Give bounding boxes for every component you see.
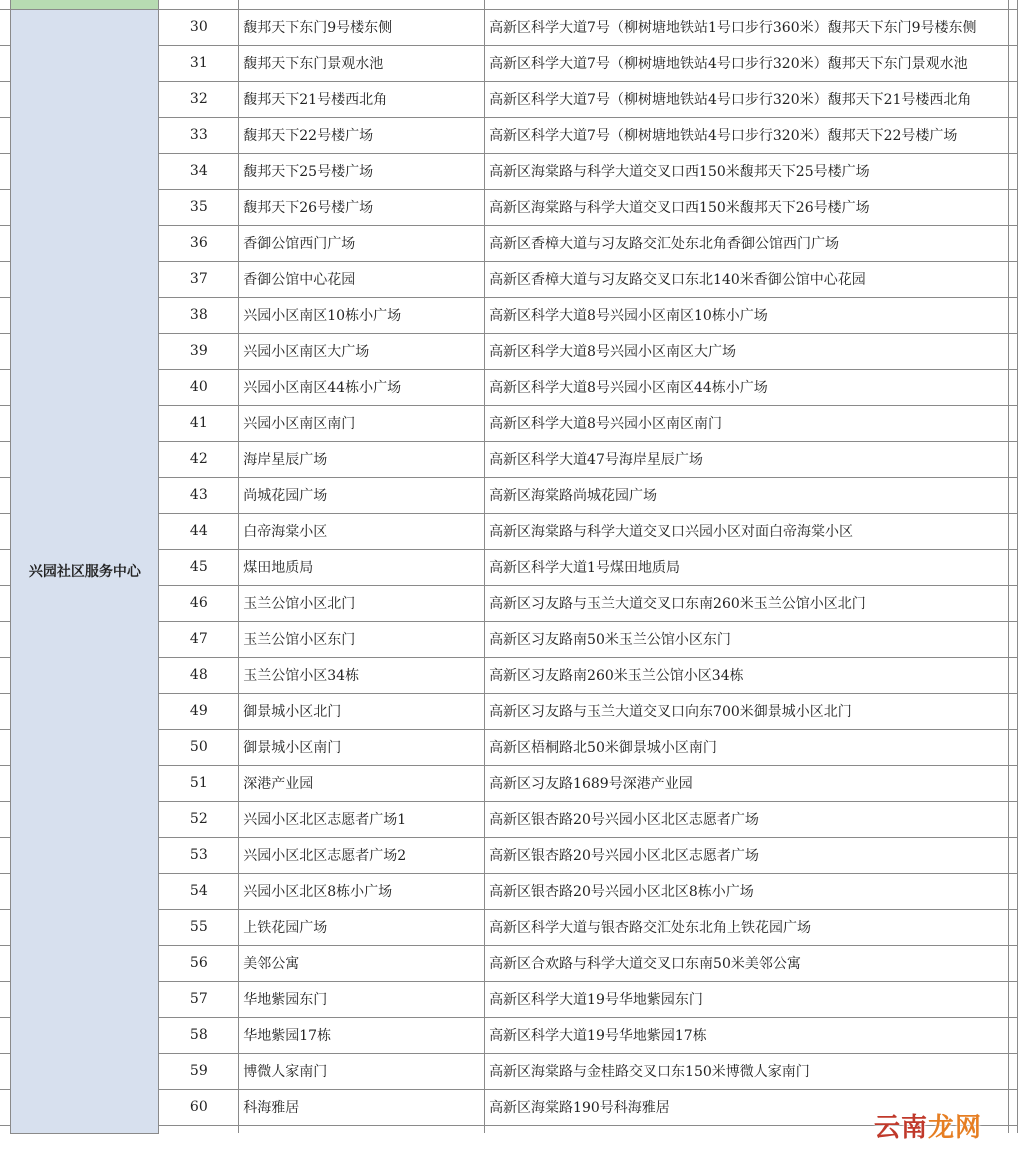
right-margin-cell bbox=[1008, 369, 1017, 405]
left-margin-cell bbox=[0, 1017, 11, 1053]
right-margin-cell bbox=[1008, 1017, 1017, 1053]
row-number: 43 bbox=[159, 477, 239, 513]
location-address: 高新区科学大道1号煤田地质局 bbox=[485, 549, 1009, 585]
right-margin-cell bbox=[1008, 837, 1017, 873]
right-margin-cell bbox=[1008, 657, 1017, 693]
location-name: 博微人家南门 bbox=[239, 1053, 485, 1089]
right-margin-cell bbox=[1008, 981, 1017, 1017]
location-address: 高新区银杏路20号兴园小区北区8栋小广场 bbox=[485, 873, 1009, 909]
right-margin-cell bbox=[1008, 585, 1017, 621]
right-margin-cell bbox=[1008, 189, 1017, 225]
location-name: 御景城小区北门 bbox=[239, 693, 485, 729]
location-address: 高新区海棠路与金桂路交叉口东150米博微人家南门 bbox=[485, 1053, 1009, 1089]
location-address: 高新区习友路1689号深港产业园 bbox=[485, 765, 1009, 801]
location-name: 兴园小区南区44栋小广场 bbox=[239, 369, 485, 405]
row-number: 32 bbox=[159, 81, 239, 117]
left-margin-cell bbox=[0, 765, 11, 801]
location-address: 高新区海棠路尚城花园广场 bbox=[485, 477, 1009, 513]
row-number: 35 bbox=[159, 189, 239, 225]
location-name: 香御公馆西门广场 bbox=[239, 225, 485, 261]
right-margin-cell bbox=[1008, 945, 1017, 981]
location-name: 馥邦天下东门景观水池 bbox=[239, 45, 485, 81]
right-margin-cell bbox=[1008, 441, 1017, 477]
left-margin-cell bbox=[0, 333, 11, 369]
location-address: 高新区科学大道7号（柳树塘地铁站4号口步行320米）馥邦天下东门景观水池 bbox=[485, 45, 1009, 81]
left-margin-cell bbox=[0, 1053, 11, 1089]
location-address: 高新区科学大道19号华地紫园东门 bbox=[485, 981, 1009, 1017]
location-name: 上铁花园广场 bbox=[239, 909, 485, 945]
right-margin-cell bbox=[1008, 621, 1017, 657]
row-number: 48 bbox=[159, 657, 239, 693]
left-margin-cell bbox=[0, 0, 11, 9]
left-margin-cell bbox=[0, 225, 11, 261]
left-margin-cell bbox=[0, 585, 11, 621]
row-number: 55 bbox=[159, 909, 239, 945]
location-address: 高新区科学大道8号兴园小区南区44栋小广场 bbox=[485, 369, 1009, 405]
row-number: 50 bbox=[159, 729, 239, 765]
location-address: 高新区科学大道7号（柳树塘地铁站4号口步行320米）馥邦天下21号楼西北角 bbox=[485, 81, 1009, 117]
left-margin-cell bbox=[0, 549, 11, 585]
right-margin-cell bbox=[1008, 513, 1017, 549]
left-margin-cell bbox=[0, 153, 11, 189]
left-margin-cell bbox=[0, 405, 11, 441]
left-margin-cell bbox=[0, 189, 11, 225]
right-margin-cell bbox=[1008, 873, 1017, 909]
row-number: 59 bbox=[159, 1053, 239, 1089]
table-row bbox=[0, 9, 1018, 45]
row-number: 31 bbox=[159, 45, 239, 81]
location-name: 兴园小区北区志愿者广场2 bbox=[239, 837, 485, 873]
header-fragment-cell bbox=[159, 0, 239, 9]
row-number: 34 bbox=[159, 153, 239, 189]
location-name: 玉兰公馆小区34栋 bbox=[239, 657, 485, 693]
right-margin-cell bbox=[1008, 333, 1017, 369]
left-margin-cell bbox=[0, 297, 11, 333]
location-address: 高新区科学大道8号兴园小区南区南门 bbox=[485, 405, 1009, 441]
left-margin-cell bbox=[0, 513, 11, 549]
location-address: 高新区银杏路20号兴园小区北区志愿者广场 bbox=[485, 837, 1009, 873]
location-address: 高新区合欢路与科学大道交叉口东南50米美邻公寓 bbox=[485, 945, 1009, 981]
location-address: 高新区科学大道与银杏路交汇处东北角上铁花园广场 bbox=[485, 909, 1009, 945]
row-number: 38 bbox=[159, 297, 239, 333]
location-name: 美邻公寓 bbox=[239, 945, 485, 981]
location-address: 高新区银杏路20号兴园小区北区志愿者广场 bbox=[485, 801, 1009, 837]
location-name: 兴园小区北区8栋小广场 bbox=[239, 873, 485, 909]
right-margin-cell bbox=[1008, 693, 1017, 729]
right-margin-cell bbox=[1008, 225, 1017, 261]
location-address: 高新区科学大道19号华地紫园17栋 bbox=[485, 1017, 1009, 1053]
location-address: 高新区海棠路与科学大道交叉口兴园小区对面白帝海棠小区 bbox=[485, 513, 1009, 549]
location-address: 高新区海棠路190号科海雅居 bbox=[485, 1089, 1009, 1125]
row-number: 60 bbox=[159, 1089, 239, 1125]
row-number: 41 bbox=[159, 405, 239, 441]
location-address: 高新区香樟大道与习友路交叉口东北140米香御公馆中心花园 bbox=[485, 261, 1009, 297]
row-number: 45 bbox=[159, 549, 239, 585]
row-number: 57 bbox=[159, 981, 239, 1017]
left-margin-cell bbox=[0, 81, 11, 117]
row-number: 37 bbox=[159, 261, 239, 297]
right-margin-cell bbox=[1008, 153, 1017, 189]
left-margin-cell bbox=[0, 837, 11, 873]
row-number: 36 bbox=[159, 225, 239, 261]
left-margin-cell bbox=[0, 693, 11, 729]
row-fragment-cell bbox=[1008, 1125, 1017, 1133]
location-address: 高新区科学大道7号（柳树塘地铁站1号口步行360米）馥邦天下东门9号楼东侧 bbox=[485, 9, 1009, 45]
location-address: 高新区梧桐路北50米御景城小区南门 bbox=[485, 729, 1009, 765]
right-margin-cell bbox=[1008, 0, 1017, 9]
location-name: 馥邦天下25号楼广场 bbox=[239, 153, 485, 189]
left-margin-cell bbox=[0, 369, 11, 405]
row-number: 49 bbox=[159, 693, 239, 729]
right-margin-cell bbox=[1008, 261, 1017, 297]
location-name: 香御公馆中心花园 bbox=[239, 261, 485, 297]
left-margin-cell bbox=[0, 729, 11, 765]
row-number: 47 bbox=[159, 621, 239, 657]
service-center-cell: 兴园社区服务中心 bbox=[11, 9, 159, 1133]
row-number: 33 bbox=[159, 117, 239, 153]
location-address: 高新区海棠路与科学大道交叉口西150米馥邦天下26号楼广场 bbox=[485, 189, 1009, 225]
row-number: 51 bbox=[159, 765, 239, 801]
row-number: 54 bbox=[159, 873, 239, 909]
right-margin-cell bbox=[1008, 9, 1017, 45]
header-fragment-cell bbox=[485, 0, 1009, 9]
row-number: 56 bbox=[159, 945, 239, 981]
location-name: 白帝海棠小区 bbox=[239, 513, 485, 549]
row-fragment-cell bbox=[159, 1125, 239, 1133]
location-address: 高新区习友路与玉兰大道交叉口东南260米玉兰公馆小区北门 bbox=[485, 585, 1009, 621]
right-margin-cell bbox=[1008, 765, 1017, 801]
location-address: 高新区海棠路与科学大道交叉口西150米馥邦天下25号楼广场 bbox=[485, 153, 1009, 189]
location-address: 高新区习友路南50米玉兰公馆小区东门 bbox=[485, 621, 1009, 657]
left-margin-cell bbox=[0, 981, 11, 1017]
location-name: 深港产业园 bbox=[239, 765, 485, 801]
left-margin-cell bbox=[0, 801, 11, 837]
location-name: 华地紫园东门 bbox=[239, 981, 485, 1017]
left-margin-cell bbox=[0, 945, 11, 981]
row-number: 40 bbox=[159, 369, 239, 405]
row-number: 58 bbox=[159, 1017, 239, 1053]
left-margin-cell bbox=[0, 117, 11, 153]
row-fragment-cell bbox=[0, 1125, 11, 1133]
right-margin-cell bbox=[1008, 909, 1017, 945]
location-address: 高新区习友路南260米玉兰公馆小区34栋 bbox=[485, 657, 1009, 693]
location-address: 高新区香樟大道与习友路交汇处东北角香御公馆西门广场 bbox=[485, 225, 1009, 261]
right-margin-cell bbox=[1008, 549, 1017, 585]
location-name: 煤田地质局 bbox=[239, 549, 485, 585]
right-margin-cell bbox=[1008, 405, 1017, 441]
left-margin-cell bbox=[0, 477, 11, 513]
left-margin-cell bbox=[0, 45, 11, 81]
right-margin-cell bbox=[1008, 801, 1017, 837]
row-number: 46 bbox=[159, 585, 239, 621]
right-margin-cell bbox=[1008, 477, 1017, 513]
left-margin-cell bbox=[0, 441, 11, 477]
right-margin-cell bbox=[1008, 297, 1017, 333]
right-margin-cell bbox=[1008, 81, 1017, 117]
location-name: 玉兰公馆小区东门 bbox=[239, 621, 485, 657]
row-number: 39 bbox=[159, 333, 239, 369]
location-name: 尚城花园广场 bbox=[239, 477, 485, 513]
location-address: 高新区习友路与玉兰大道交叉口向东700米御景城小区北门 bbox=[485, 693, 1009, 729]
location-name: 馥邦天下21号楼西北角 bbox=[239, 81, 485, 117]
row-fragment-cell bbox=[239, 1125, 485, 1133]
location-name: 玉兰公馆小区北门 bbox=[239, 585, 485, 621]
left-margin-cell bbox=[0, 909, 11, 945]
left-margin-cell bbox=[0, 621, 11, 657]
right-margin-cell bbox=[1008, 1053, 1017, 1089]
location-name: 馥邦天下22号楼广场 bbox=[239, 117, 485, 153]
location-name: 兴园小区北区志愿者广场1 bbox=[239, 801, 485, 837]
row-number: 42 bbox=[159, 441, 239, 477]
location-address: 高新区科学大道8号兴园小区南区大广场 bbox=[485, 333, 1009, 369]
location-name: 兴园小区南区南门 bbox=[239, 405, 485, 441]
location-address: 高新区科学大道7号（柳树塘地铁站4号口步行320米）馥邦天下22号楼广场 bbox=[485, 117, 1009, 153]
location-name: 馥邦天下26号楼广场 bbox=[239, 189, 485, 225]
row-number: 53 bbox=[159, 837, 239, 873]
site-watermark: 云南龙网 bbox=[873, 1113, 982, 1143]
location-name: 御景城小区南门 bbox=[239, 729, 485, 765]
left-margin-cell bbox=[0, 261, 11, 297]
location-name: 兴园小区南区10栋小广场 bbox=[239, 297, 485, 333]
left-margin-cell bbox=[0, 657, 11, 693]
row-number: 44 bbox=[159, 513, 239, 549]
header-fragment-cell bbox=[239, 0, 485, 9]
right-margin-cell bbox=[1008, 1089, 1017, 1125]
location-address: 高新区科学大道47号海岸星辰广场 bbox=[485, 441, 1009, 477]
location-name: 华地紫园17栋 bbox=[239, 1017, 485, 1053]
location-name: 馥邦天下东门9号楼东侧 bbox=[239, 9, 485, 45]
left-margin-cell bbox=[0, 873, 11, 909]
location-name: 海岸星辰广场 bbox=[239, 441, 485, 477]
location-name: 兴园小区南区大广场 bbox=[239, 333, 485, 369]
header-fragment-cell bbox=[11, 0, 159, 9]
location-name: 科海雅居 bbox=[239, 1089, 485, 1125]
left-margin-cell bbox=[0, 9, 11, 45]
location-address: 高新区科学大道8号兴园小区南区10栋小广场 bbox=[485, 297, 1009, 333]
right-margin-cell bbox=[1008, 729, 1017, 765]
row-number: 52 bbox=[159, 801, 239, 837]
right-margin-cell bbox=[1008, 45, 1017, 81]
row-number: 30 bbox=[159, 9, 239, 45]
right-margin-cell bbox=[1008, 117, 1017, 153]
left-margin-cell bbox=[0, 1089, 11, 1125]
